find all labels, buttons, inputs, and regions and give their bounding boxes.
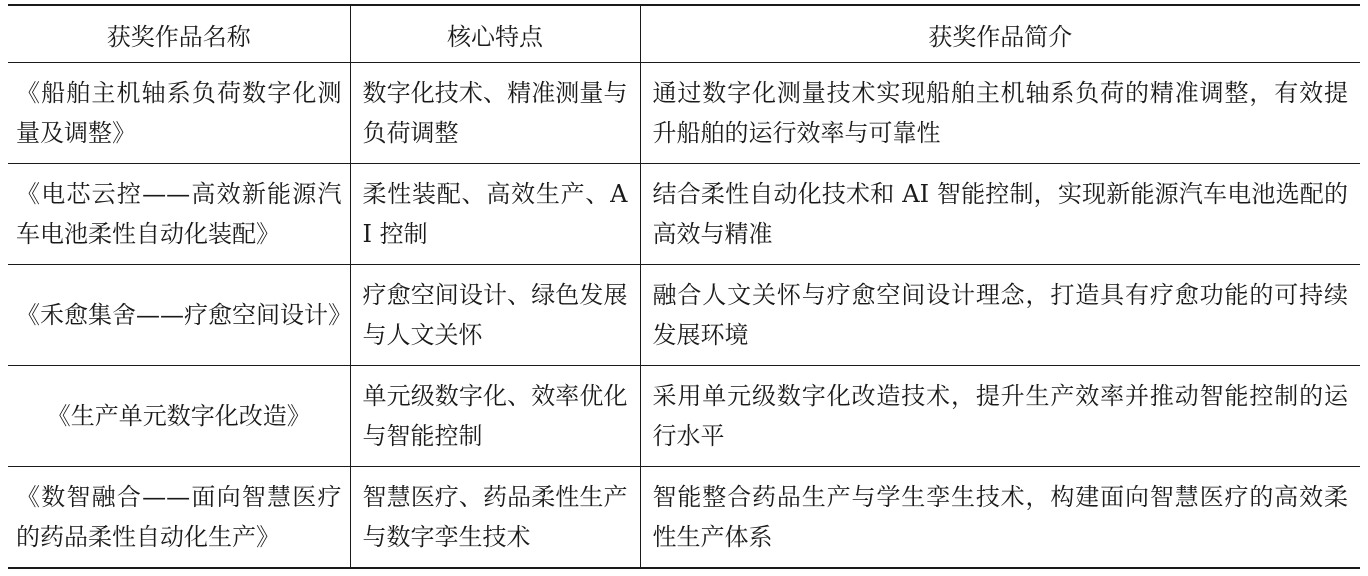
table-row (8, 467, 1360, 569)
core-features-cell: 智慧医疗、药品柔性生产与数字孪生技术 (350, 467, 640, 569)
award-name-cell: 《生产单元数字化改造》 (8, 366, 350, 467)
table-row (8, 366, 1360, 467)
core-features-cell: 柔性装配、高效生产、AI 控制 (350, 164, 640, 265)
table-row (8, 63, 1360, 164)
core-features-cell: 单元级数字化、效率优化与智能控制 (350, 366, 640, 467)
award-intro-cell: 通过数字化测量技术实现船舶主机轴系负荷的精准调整，有效提升船舶的运行效率与可靠性 (640, 63, 1360, 164)
table-row (8, 164, 1360, 265)
awards-table (8, 4, 1360, 569)
award-intro-cell: 采用单元级数字化改造技术，提升生产效率并推动智能控制的运行水平 (640, 366, 1360, 467)
table-row (8, 265, 1360, 366)
award-intro-cell: 结合柔性自动化技术和 AI 智能控制，实现新能源汽车电池选配的高效与精准 (640, 164, 1360, 265)
core-features-cell: 疗愈空间设计、绿色发展与人文关怀 (350, 265, 640, 366)
header-award-intro: 获奖作品简介 (640, 5, 1360, 63)
award-name-cell: 《禾愈集舍——疗愈空间设计》 (8, 265, 350, 366)
header-core-features: 核心特点 (350, 5, 640, 63)
award-intro-cell: 智能整合药品生产与学生孪生技术，构建面向智慧医疗的高效柔性生产体系 (640, 467, 1360, 569)
award-intro-cell: 融合人文关怀与疗愈空间设计理念，打造具有疗愈功能的可持续发展环境 (640, 265, 1360, 366)
header-award-name: 获奖作品名称 (8, 5, 350, 63)
core-features-cell: 数字化技术、精准测量与负荷调整 (350, 63, 640, 164)
header-row (8, 5, 1360, 63)
award-name-cell: 《船舶主机轴系负荷数字化测量及调整》 (8, 63, 350, 164)
award-name-cell: 《电芯云控——高效新能源汽车电池柔性自动化装配》 (8, 164, 350, 265)
award-name-cell: 《数智融合——面向智慧医疗的药品柔性自动化生产》 (16, 483, 342, 551)
